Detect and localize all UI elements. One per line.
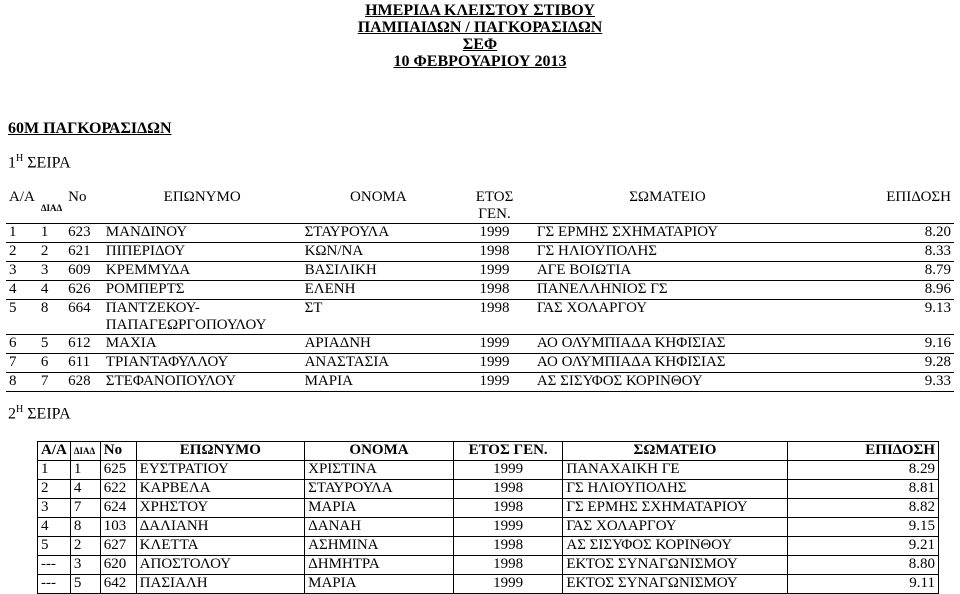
performance-cell: 8.96 — [801, 281, 954, 300]
table-row — [38, 556, 939, 575]
lane-cell: 7 — [38, 373, 65, 392]
birthyear-cell: 1998 — [453, 556, 562, 575]
lane-cell: 3 — [70, 556, 100, 575]
heat2-header-no: Νο — [100, 442, 136, 461]
performance-cell: 8.82 — [787, 499, 938, 518]
club-cell: ΓΣ ΕΡΜΗΣ ΣΧΗΜΑΤΑΡΙΟΥ — [534, 224, 801, 243]
lane-cell: 1 — [70, 461, 100, 480]
heat1-header-diad: ΔΙΑΔ — [40, 203, 63, 213]
heat2-label — [8, 404, 71, 423]
surname-cell — [103, 281, 302, 300]
birthyear-cell: 1999 — [453, 518, 562, 537]
performance-cell: 9.33 — [801, 373, 954, 392]
heat1-header-name: ΟΝΟΜΑ — [302, 189, 456, 224]
heat2-num: 2 — [8, 405, 16, 423]
rank-cell: 5 — [6, 300, 38, 335]
heat1-header-aa: Α/Α — [6, 189, 38, 224]
table-row — [6, 335, 954, 354]
firstname-cell: ΑΝΑΣΤΑΣΙΑ — [302, 354, 456, 373]
heat1-header-surname: ΕΠΩΝΥΜΟ — [103, 189, 302, 224]
table-row — [38, 499, 939, 518]
birthyear-cell: 1999 — [455, 354, 534, 373]
surname-cell: ΕΥΣΤΡΑΤΙΟΥ — [136, 461, 304, 480]
club-cell: ΓΣ ΗΛΙΟΥΠΟΛΗΣ — [534, 243, 801, 262]
birthyear-cell: 1999 — [455, 335, 534, 354]
club-cell: ΓΣ ΕΡΜΗΣ ΣΧΗΜΑΤΑΡΙΟΥ — [563, 499, 787, 518]
surname-cell — [103, 262, 302, 281]
lane-cell: 8 — [70, 518, 100, 537]
performance-cell: 8.79 — [801, 262, 954, 281]
surname-line1: ΡΟΜΠΕΡΤΣ — [105, 281, 185, 297]
surname-cell: ΠΑΣΙΑΛΗ — [136, 575, 304, 594]
firstname-cell: ΑΣΗΜΙΝΑ — [305, 537, 454, 556]
performance-cell: 9.21 — [787, 537, 938, 556]
heat2-label-text: ΣΕΙΡΑ — [27, 405, 71, 423]
firstname-cell: ΧΡΙΣΤΙΝΑ — [305, 461, 454, 480]
surname-line1: ΜΑΝΔΙΝΟΥ — [105, 224, 188, 240]
surname-cell — [103, 243, 302, 262]
table-row — [38, 575, 939, 594]
heat1-num: 1 — [8, 154, 16, 172]
bib-cell: 623 — [65, 224, 103, 243]
club-cell: ΑΟ ΟΛΥΜΠΙΑΔΑ ΚΗΦΙΣΙΑΣ — [534, 354, 801, 373]
rank-cell: --- — [38, 556, 71, 575]
firstname-cell: ΣΤΑΥΡΟΥΛΑ — [302, 224, 456, 243]
performance-cell: 8.81 — [787, 480, 938, 499]
heat1-label-text: ΣΕΙΡΑ — [27, 154, 71, 172]
rank-cell: 5 — [38, 537, 71, 556]
lane-cell: 6 — [38, 354, 65, 373]
rank-cell: 3 — [6, 262, 38, 281]
event-title: 60Μ ΠΑΓΚΟΡΑΣΙΔΩΝ — [8, 120, 172, 137]
table-row — [38, 537, 939, 556]
surname-line1: ΜΑΧΙΑ — [105, 335, 157, 351]
bib-cell: 621 — [65, 243, 103, 262]
bib-cell: 612 — [65, 335, 103, 354]
performance-cell: 8.29 — [787, 461, 938, 480]
club-cell: ΕΚΤΟΣ ΣΥΝΑΓΩΝΙΣΜΟΥ — [563, 556, 787, 575]
club-cell: ΠΑΝΕΛΛΗΝΙΟΣ ΓΣ — [534, 281, 801, 300]
firstname-cell: ΑΡΙΑΔΝΗ — [302, 335, 456, 354]
surname-cell — [103, 354, 302, 373]
doc-title-line4: 10 ΦΕΒΡΟΥΑΡΙΟΥ 2013 — [393, 53, 567, 70]
bib-cell: 624 — [100, 499, 136, 518]
doc-title-line2: ΠΑΜΠΑΙΔΩΝ / ΠΑΓΚΟΡΑΣΙΔΩΝ — [357, 19, 603, 36]
birthyear-cell: 1998 — [455, 243, 534, 262]
table-row — [38, 461, 939, 480]
birthyear-cell: 1999 — [453, 575, 562, 594]
bib-cell: 626 — [65, 281, 103, 300]
surname-cell — [103, 335, 302, 354]
lane-cell: 2 — [70, 537, 100, 556]
table-row — [6, 300, 954, 335]
doc-title-line3: ΣΕΦ — [462, 36, 498, 53]
heat2-table — [37, 441, 939, 594]
surname-cell — [103, 300, 302, 335]
surname-cell — [103, 373, 302, 392]
surname-cell: ΚΑΡΒΕΛΑ — [136, 480, 304, 499]
firstname-cell: ΜΑΡΙΑ — [305, 575, 454, 594]
surname-line2: ΠΑΠΑΓΕΩΡΓΟΠΟΥΛΟΥ — [105, 317, 267, 333]
lane-cell: 1 — [38, 224, 65, 243]
bib-cell: 627 — [100, 537, 136, 556]
bib-cell: 103 — [100, 518, 136, 537]
firstname-cell: ΣΤΑΥΡΟΥΛΑ — [305, 480, 454, 499]
bib-cell: 625 — [100, 461, 136, 480]
bib-cell: 664 — [65, 300, 103, 335]
table-row — [6, 354, 954, 373]
birthyear-cell: 1999 — [455, 262, 534, 281]
heat1-table — [6, 189, 954, 392]
table-row — [6, 243, 954, 262]
heat2-header-surname: ΕΠΩΝΥΜΟ — [136, 442, 304, 461]
surname-line1: ΠΑΝΤΖΕΚΟΥ- — [105, 300, 200, 316]
table-row — [38, 518, 939, 537]
heat2-header-name: ΟΝΟΜΑ — [305, 442, 454, 461]
heat2-header-year: ΕΤΟΣ ΓΕΝ. — [453, 442, 562, 461]
firstname-cell: ΕΛΕΝΗ — [302, 281, 456, 300]
bib-cell: 620 — [100, 556, 136, 575]
surname-line1: ΚΡΕΜΜΥΔΑ — [105, 262, 191, 278]
heat2-header-aa: Α/Α — [38, 442, 71, 461]
bib-cell: 642 — [100, 575, 136, 594]
birthyear-cell: 1998 — [455, 300, 534, 335]
table-row — [6, 281, 954, 300]
performance-cell: 9.13 — [801, 300, 954, 335]
firstname-cell: ΜΑΡΙΑ — [305, 499, 454, 518]
club-cell: ΕΚΤΟΣ ΣΥΝΑΓΩΝΙΣΜΟΥ — [563, 575, 787, 594]
surname-cell: ΧΡΗΣΤΟΥ — [136, 499, 304, 518]
heat1-header-perf: ΕΠΙΔΟΣΗ — [801, 189, 954, 224]
firstname-cell: ΚΩΝ/ΝΑ — [302, 243, 456, 262]
firstname-cell: ΣΤ — [302, 300, 456, 335]
lane-cell: 4 — [70, 480, 100, 499]
bib-cell: 628 — [65, 373, 103, 392]
birthyear-cell: 1998 — [455, 281, 534, 300]
lane-cell: 5 — [70, 575, 100, 594]
birthyear-cell: 1998 — [453, 480, 562, 499]
surname-cell: ΔΑΛΙΑΝΗ — [136, 518, 304, 537]
birthyear-cell: 1998 — [453, 537, 562, 556]
rank-cell: --- — [38, 575, 71, 594]
heat2-header-club: ΣΩΜΑΤΕΙΟ — [563, 442, 787, 461]
lane-cell: 8 — [38, 300, 65, 335]
birthyear-cell: 1998 — [453, 499, 562, 518]
heat2-sup: Η — [16, 404, 24, 415]
performance-cell: 8.33 — [801, 243, 954, 262]
bib-cell: 622 — [100, 480, 136, 499]
firstname-cell: ΔΑΝΑΗ — [305, 518, 454, 537]
surname-line1: ΤΡΙΑΝΤΑΦΥΛΛΟΥ — [105, 354, 229, 370]
performance-cell: 8.80 — [787, 556, 938, 575]
club-cell: ΓΑΣ ΧΟΛΑΡΓΟΥ — [563, 518, 787, 537]
surname-line1: ΣΤΕΦΑΝΟΠΟΥΛΟΥ — [105, 373, 237, 389]
table-row — [6, 224, 954, 243]
bib-cell: 611 — [65, 354, 103, 373]
lane-cell: 2 — [38, 243, 65, 262]
surname-cell — [103, 224, 302, 243]
lane-cell: 5 — [38, 335, 65, 354]
rank-cell: 3 — [38, 499, 71, 518]
performance-cell: 8.20 — [801, 224, 954, 243]
lane-cell: 4 — [38, 281, 65, 300]
club-cell: ΑΟ ΟΛΥΜΠΙΑΔΑ ΚΗΦΙΣΙΑΣ — [534, 335, 801, 354]
firstname-cell: ΜΑΡΙΑ — [302, 373, 456, 392]
club-cell: ΓΣ ΗΛΙΟΥΠΟΛΗΣ — [563, 480, 787, 499]
club-cell: ΑΓΕ ΒΟΙΩΤΙΑ — [534, 262, 801, 281]
table-row — [6, 262, 954, 281]
heat2-header-perf: ΕΠΙΔΟΣΗ — [787, 442, 938, 461]
performance-cell: 9.11 — [787, 575, 938, 594]
performance-cell: 9.16 — [801, 335, 954, 354]
performance-cell: 9.15 — [787, 518, 938, 537]
heat1-sup: Η — [16, 153, 24, 164]
rank-cell: 4 — [6, 281, 38, 300]
bib-cell: 609 — [65, 262, 103, 281]
surname-cell: ΑΠΟΣΤΟΛΟΥ — [136, 556, 304, 575]
club-cell: ΑΣ ΣΙΣΥΦΟΣ ΚΟΡΙΝΘΟΥ — [534, 373, 801, 392]
rank-cell: 2 — [6, 243, 38, 262]
heat2-header-diad: ΔΙΑΔ — [73, 446, 96, 456]
heat1-label — [8, 153, 71, 172]
rank-cell: 1 — [38, 461, 71, 480]
birthyear-cell: 1999 — [455, 224, 534, 243]
rank-cell: 7 — [6, 354, 38, 373]
heat1-header-year: ΕΤΟΣ ΓΕΝ. — [455, 189, 534, 224]
rank-cell: 1 — [6, 224, 38, 243]
lane-cell: 7 — [70, 499, 100, 518]
doc-title-line1: ΗΜΕΡΙΔΑ ΚΛΕΙΣΤΟΥ ΣΤΙΒΟΥ — [365, 2, 595, 19]
club-cell: ΑΣ ΣΙΣΥΦΟΣ ΚΟΡΙΝΘΟΥ — [563, 537, 787, 556]
birthyear-cell: 1999 — [455, 373, 534, 392]
club-cell: ΠΑΝΑΧΑΙΚΗ ΓΕ — [563, 461, 787, 480]
rank-cell: 4 — [38, 518, 71, 537]
rank-cell: 8 — [6, 373, 38, 392]
club-cell: ΓΑΣ ΧΟΛΑΡΓΟΥ — [534, 300, 801, 335]
heat1-header-no: Νο — [65, 189, 103, 224]
heat1-header-club: ΣΩΜΑΤΕΙΟ — [534, 189, 801, 224]
rank-cell: 2 — [38, 480, 71, 499]
rank-cell: 6 — [6, 335, 38, 354]
birthyear-cell: 1999 — [453, 461, 562, 480]
lane-cell: 3 — [38, 262, 65, 281]
firstname-cell: ΔΗΜΗΤΡΑ — [305, 556, 454, 575]
table-row — [38, 480, 939, 499]
surname-line1: ΠΙΠΕΡΙΔΟΥ — [105, 243, 186, 259]
firstname-cell: ΒΑΣΙΛΙΚΗ — [302, 262, 456, 281]
performance-cell: 9.28 — [801, 354, 954, 373]
table-row — [6, 373, 954, 392]
surname-cell: ΚΛΕΤΤΑ — [136, 537, 304, 556]
